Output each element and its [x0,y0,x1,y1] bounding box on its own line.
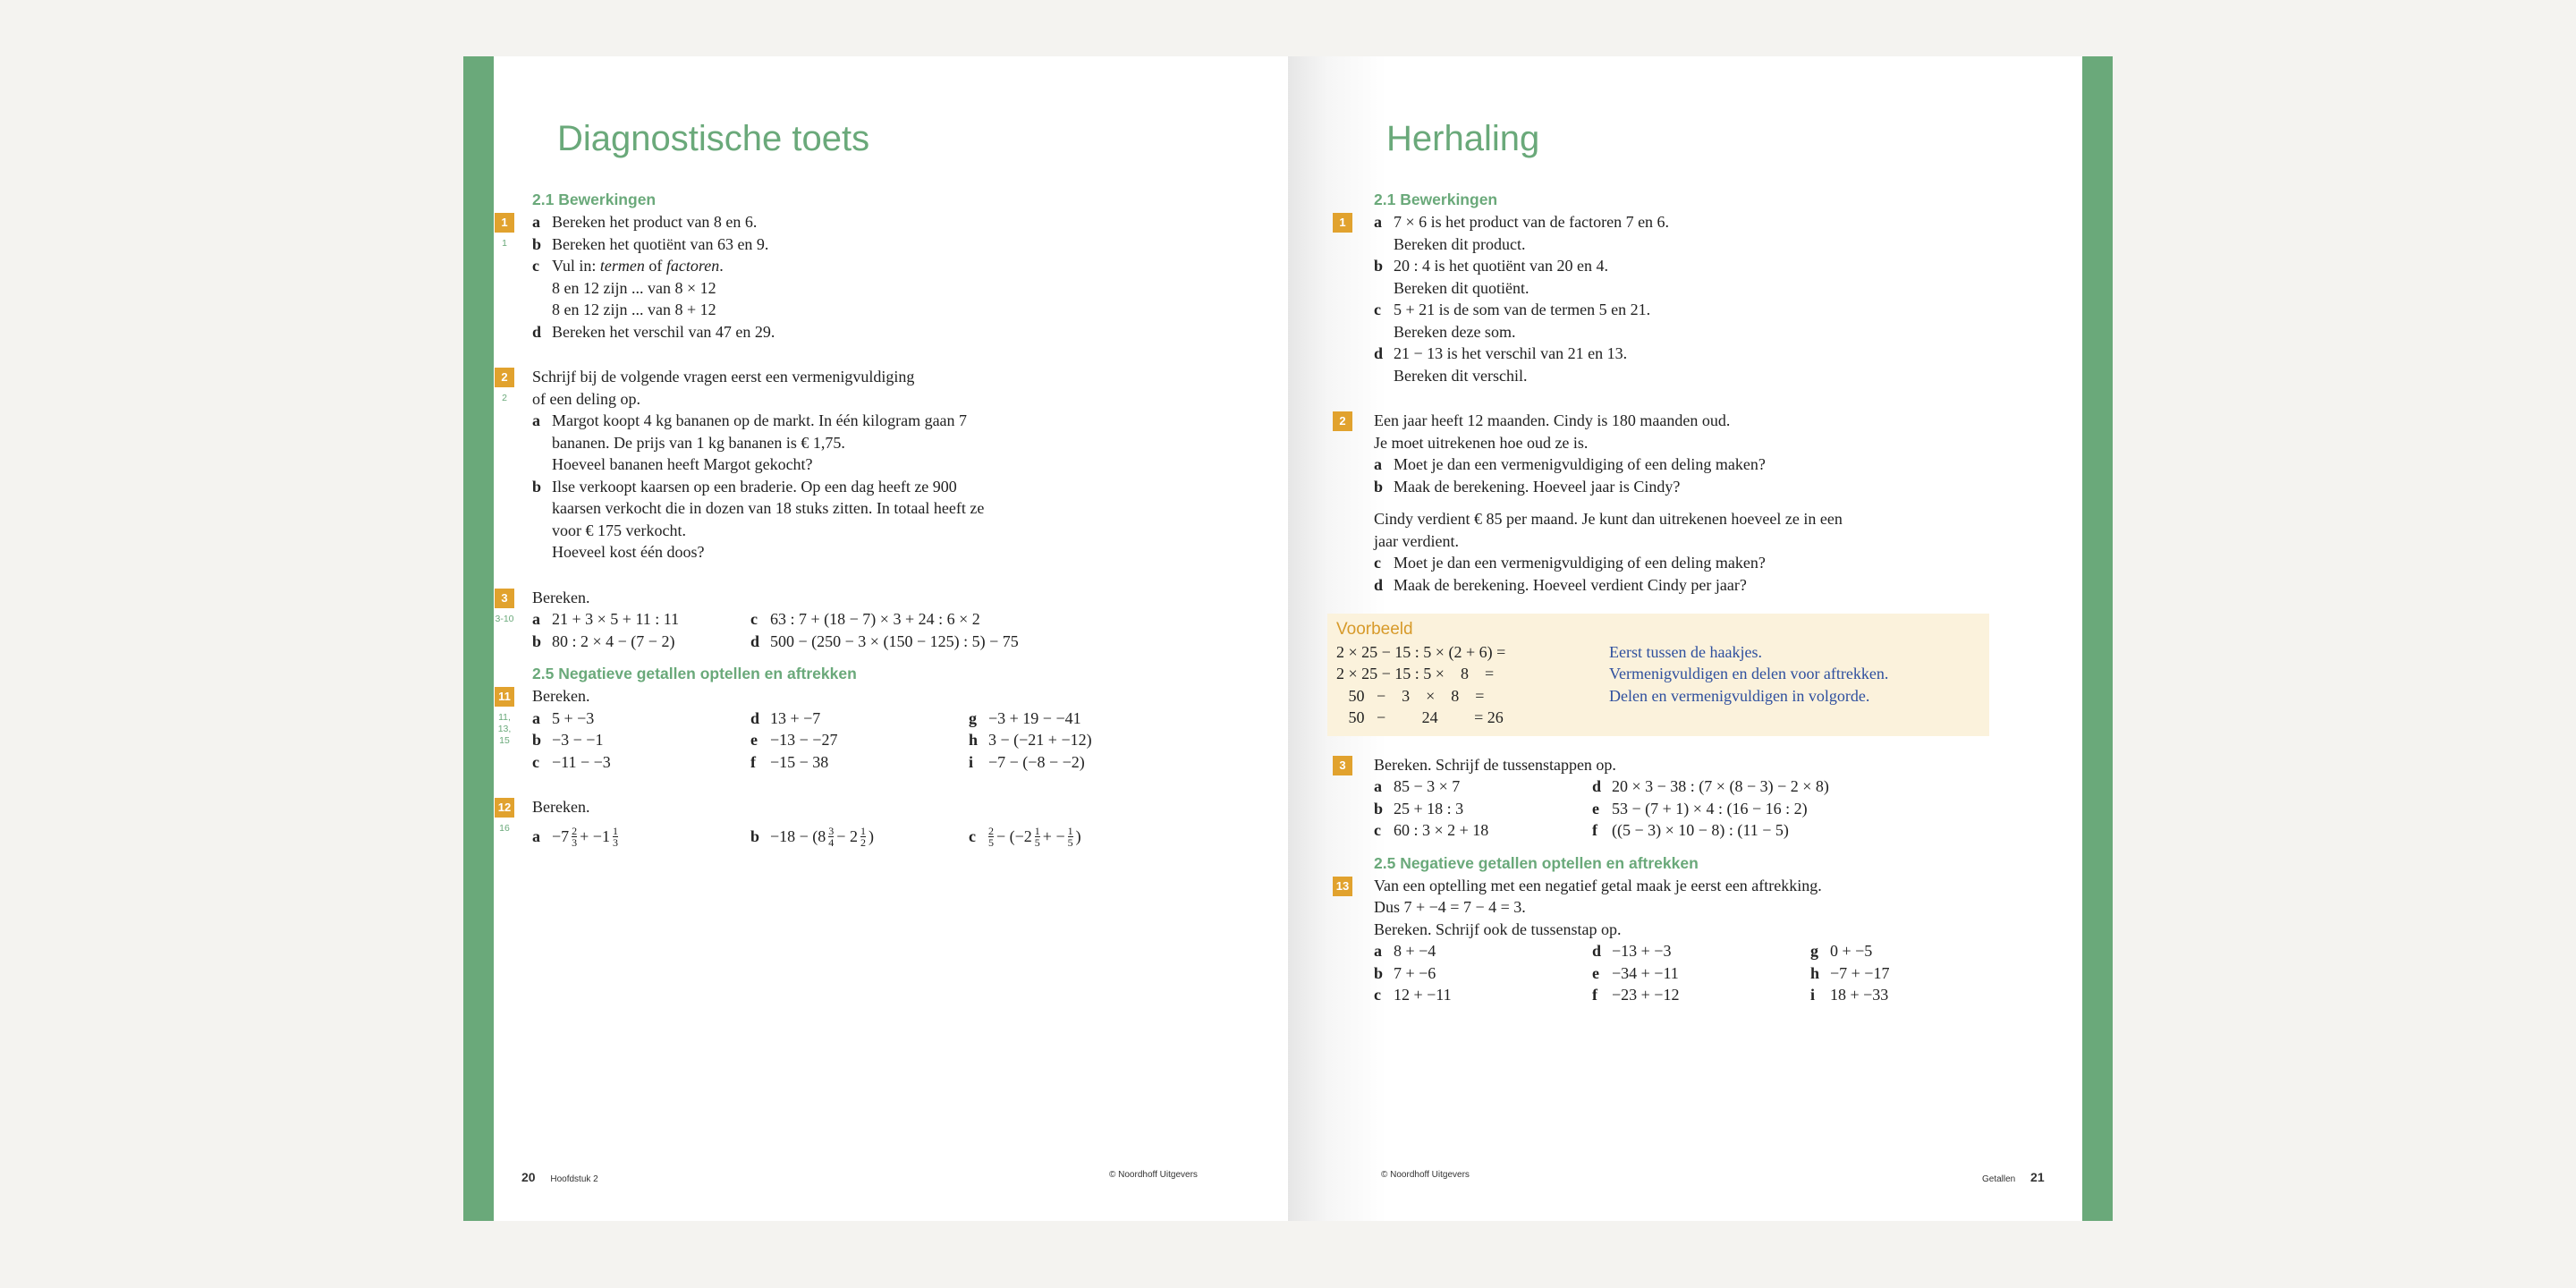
question-text: Hoeveel kost één doos? [552,543,705,561]
exercise-number-badge: 3 [495,589,514,608]
question-text: bananen. De prijs van 1 kg bananen is € 1,75. [552,433,845,452]
question-text: 20 × 3 − 38 : (7 × (8 − 3) − 2 × 8) [1612,777,1829,795]
exercise-3: 3 3-10 Bereken. a 21 + 3 × 5 + 11 : 11 b 80 : 2 × 4 − (7 − 2) c 63 : 7 + (18 − 7) × 3 + 24 : 6 × 2 d 500 − (250 − 3 × (150 − 125) : 5) − 75 [495,587,1264,653]
exercise-reference: 16 [499,823,510,834]
question-text: 12 + −11 [1394,986,1452,1004]
exercise-reference: 1 [502,238,507,249]
question-text: Bereken het product van 8 en 6. [552,213,758,231]
right-page [1288,56,2113,1221]
question-text: 13 + −7 [770,708,821,727]
example-note: Vermenigvuldigen en delen voor aftrekken. [1609,665,1889,682]
exercise-intro: jaar verdient. [1374,531,1459,550]
book-spread [463,56,2113,1221]
exercise-reference: 3-10 [495,613,514,624]
fraction-expression: −7 2 3 + −1 1 3 [552,824,618,849]
left-page [463,56,1288,1221]
question-text: −13 + −3 [1612,942,1672,960]
copyright-label: © Noordhoff Uitgevers [1381,1170,1470,1180]
example-box [1327,614,1989,736]
exercise-number-badge: 11 [495,687,514,707]
question-text: −34 + −11 [1612,963,1679,982]
exercise-1: 1 1 a Bereken het product van 8 en 6. b Bereken het quotiënt van 63 en 9. c Vul in: termen of factoren. 8 en 12 zijn ... van 8 × 12 8 en 12 zijn ... van 8 + 12 d Bereken het verschil van 47 en 29. [495,211,1264,343]
question-text: 25 + 18 : 3 [1394,799,1464,818]
exercise-intro: Bereken. Schrijf ook de tussenstap op. [1374,919,1622,938]
question-text: 60 : 3 × 2 + 18 [1394,821,1489,839]
question-text: 21 − 13 is het verschil van 21 en 13. [1394,344,1628,362]
page-number: 21 [2030,1170,2045,1184]
example-calculation: 50 − 3 × 8 = [1336,686,1485,705]
exercise-reference: 11, 13, 15 [497,712,512,746]
example-calculation: 2 × 25 − 15 : 5 × (2 + 6) = [1336,642,1506,661]
question-text: 21 + 3 × 5 + 11 : 11 [552,610,680,628]
chapter-label: Getallen [1982,1174,2016,1184]
question-text: Maak de berekening. Hoeveel verdient Cindy per jaar? [1394,575,1747,594]
page-title: Herhaling [1386,119,1540,158]
exercise-intro: Schrijf bij de volgende vragen eerst een vermenigvuldiging [532,368,915,386]
question-text: 7 + −6 [1394,963,1436,982]
right-content [1336,191,2052,1006]
question-text: Moet je dan een vermenigvuldiging of een deling maken? [1394,554,1766,572]
question-text: 500 − (250 − 3 × (150 − 125) : 5) − 75 [770,631,1019,650]
question-text: 53 − (7 + 1) × 4 : (16 − 16 : 2) [1612,799,1808,818]
exercise-intro: Bereken. Schrijf de tussenstappen op. [1374,755,1616,774]
left-content [495,191,1264,848]
exercise-3: 3 Bereken. Schrijf de tussenstappen op. a 85 − 3 × 7 b 25 + 18 : 3 c 60 : 3 × 2 + 18 d 20 × 3 − 38 : (7 × (8 − 3) − 2 × 8) e 53 − (7 + 1) × 4 : (16 − 16 : 2) f ((5 − 3) × 10 − 8) : (11 − 5) [1336,754,2052,842]
example-note: Eerst tussen de haakjes. [1609,642,1762,661]
question-text: 7 × 6 is het product van de factoren 7 en 6. [1394,213,1670,231]
question-text: Bereken deze som. [1394,322,1516,341]
exercise-number-badge: 2 [1333,411,1352,431]
question-text: Bereken dit quotiënt. [1394,278,1530,297]
question-text: ((5 − 3) × 10 − 8) : (11 − 5) [1612,821,1789,839]
question-text: 0 + −5 [1830,942,1873,960]
exercise-number-badge: 3 [1333,756,1352,775]
exercise-intro: Dus 7 + −4 = 7 − 4 = 3. [1374,898,1526,916]
copyright-label: © Noordhoff Uitgevers [1109,1170,1198,1180]
question-text: −3 − −1 [552,731,604,749]
question-text: 8 en 12 zijn ... van 8 + 12 [552,301,716,318]
question-text: Moet je dan een vermenigvuldiging of een deling maken? [1394,455,1766,473]
question-text: 63 : 7 + (18 − 7) × 3 + 24 : 6 × 2 [770,610,980,628]
example-calculation: 50 − 24 = 26 [1336,708,1504,726]
question-text: 5 + 21 is de som van de termen 5 en 21. [1394,301,1651,318]
exercise-intro: of een deling op. [532,389,640,408]
question-text: −11 − −3 [552,752,611,771]
question-text: 8 + −4 [1394,942,1436,960]
question-text: Vul in: termen of factoren. [552,257,724,275]
question-text: kaarsen verkocht die in dozen van 18 stuks zitten. In totaal heeft ze [552,499,985,517]
page-footer [1982,1170,2045,1184]
chapter-label: Hoofdstuk 2 [550,1174,598,1184]
exercise-12: 12 16 Bereken. a −7 2 3 + −1 1 3 b −18 − (8 3 4 − 2 1 2 ) c 2 5 − (−2 1 5 + − $\frac{1}{5}$ ) [495,796,1264,848]
exercise-number-badge: 1 [1333,213,1352,233]
question-text: −3 + 19 − −41 [988,708,1081,727]
exercise-intro: Je moet uitrekenen hoe oud ze is. [1374,433,1589,452]
example-calculation: 2 × 25 − 15 : 5 × 8 = [1336,665,1495,682]
question-text: Margot koopt 4 kg bananen op de markt. In één kilogram gaan 7 [552,411,968,429]
question-text: Bereken dit product. [1394,234,1526,253]
page-footer [521,1170,598,1184]
question-text: 20 : 4 is het quotiënt van 20 en 4. [1394,257,1608,275]
fraction-expression: 2 5 − (−2 1 5 + − $\frac{1}{5}$ ) [988,824,1081,849]
question-text: Hoeveel bananen heeft Margot gekocht? [552,455,813,473]
section-heading: 2.1 Bewerkingen [532,191,657,208]
exercise-intro: Bereken. [532,798,590,816]
exercise-13: 13 Van een optelling met een negatief getal maak je eerst een aftrekking. Dus 7 + −4 = 7 − 4 = 3. Bereken. Schrijf ook de tussenstap op. a 8 + −4 b 7 + −6 c 12 + −11 d −13 + −3 e −34 + −11 f −23 + −12 g 0 + −5 h −7 + −17 i 18 + −33 [1336,875,2052,1006]
exercise-1: 1 a 7 × 6 is het product van de factoren 7 en 6. Bereken dit product. b 20 : 4 is het quotiënt van 20 en 4. Bereken dit quotiënt. c 5 + 21 is de som van de termen 5 en 21. Bereken deze som. d 21 − 13 is het verschil van 21 en 13. Bereken dit verschil. [1336,211,2052,386]
section-heading: 2.5 Negatieve getallen optellen en aftrekken [1374,853,1699,872]
fraction-expression: −18 − (8 3 4 − 2 1 2 ) [770,824,874,849]
exercise-2: 2 Een jaar heeft 12 maanden. Cindy is 180 maanden oud. Je moet uitrekenen hoe oud ze is. a Moet je dan een vermenigvuldiging of een deling maken? b Maak de berekening. Hoeveel jaar is Cindy? Cindy verdient € 85 per maand. Je kunt dan uitrekenen hoeveel ze in een jaar verdient. c Moet je dan een vermenigvuldiging of een deling maken? d Maak de berekening. Hoeveel verdient Cindy per jaar? [1336,410,2052,596]
question-text: Bereken het quotiënt van 63 en 9. [552,234,769,253]
exercise-number-badge: 12 [495,798,514,818]
page-title: Diagnostische toets [557,119,870,158]
question-text: 85 − 3 × 7 [1394,777,1461,795]
question-text: Maak de berekening. Hoeveel jaar is Cindy? [1394,477,1681,496]
exercise-number-badge: 1 [495,213,514,233]
question-text: −7 − (−8 − −2) [988,752,1085,771]
exercise-reference: 2 [502,393,507,403]
section-heading: 2.1 Bewerkingen [1374,191,1498,208]
left-page-edge [463,56,494,1221]
exercise-intro: Bereken. [532,588,590,606]
question-text: Bereken het verschil van 47 en 29. [552,322,775,341]
question-text: 18 + −33 [1830,986,1889,1004]
example-note: Delen en vermenigvuldigen in volgorde. [1609,686,1870,705]
example-title: Voorbeeld [1336,620,1413,639]
question-text: −15 − 38 [770,752,829,771]
exercise-intro: Een jaar heeft 12 maanden. Cindy is 180 maanden oud. [1374,411,1731,429]
question-text: Bereken dit verschil. [1394,366,1528,385]
question-text: 5 + −3 [552,708,595,727]
exercise-intro: Bereken. [532,687,590,705]
question-text: 80 : 2 × 4 − (7 − 2) [552,631,675,650]
exercise-intro: Cindy verdient € 85 per maand. Je kunt dan uitrekenen hoeveel ze in een [1374,510,1843,528]
question-text: 3 − (−21 + −12) [988,731,1092,749]
exercise-number-badge: 2 [495,368,514,387]
exercise-intro: Van een optelling met een negatief getal maak je eerst een aftrekking. [1374,876,1822,894]
exercise-2: 2 2 Schrijf bij de volgende vragen eerst een vermenigvuldiging of een deling op. a Margot koopt 4 kg bananen op de markt. In één kilogram gaan 7 bananen. De prijs van 1 kg bananen is € 1,75. Hoeveel bananen heeft Margot gekocht? b Ilse verkoopt kaarsen op een braderie. Op een dag heeft ze 900 kaarsen verkocht die in dozen van 18 stuks zitten. In totaal heeft ze voor € 175 verkocht. Hoeveel kost één doos? [495,366,1264,564]
page-number: 20 [521,1170,536,1184]
exercise-11: 11 11, 13, 15 Bereken. a 5 + −3 b −3 − −1 c −11 − −3 d 13 + −7 e −13 − −27 f −15 − 38 g −3 + 19 − −41 h 3 − (−21 + −12) i −7 − (−8 − −2) [495,685,1264,773]
exercise-number-badge: 13 [1333,877,1352,896]
question-text: −7 + −17 [1830,963,1890,982]
section-heading: 2.5 Negatieve getallen optellen en aftrekken [532,665,857,682]
question-text: −13 − −27 [770,731,838,749]
question-text: voor € 175 verkocht. [552,521,686,539]
question-text: 8 en 12 zijn ... van 8 × 12 [552,278,716,297]
question-text: Ilse verkoopt kaarsen op een braderie. Op een dag heeft ze 900 [552,477,957,496]
right-page-edge [2082,56,2113,1221]
question-text: −23 + −12 [1612,986,1680,1004]
